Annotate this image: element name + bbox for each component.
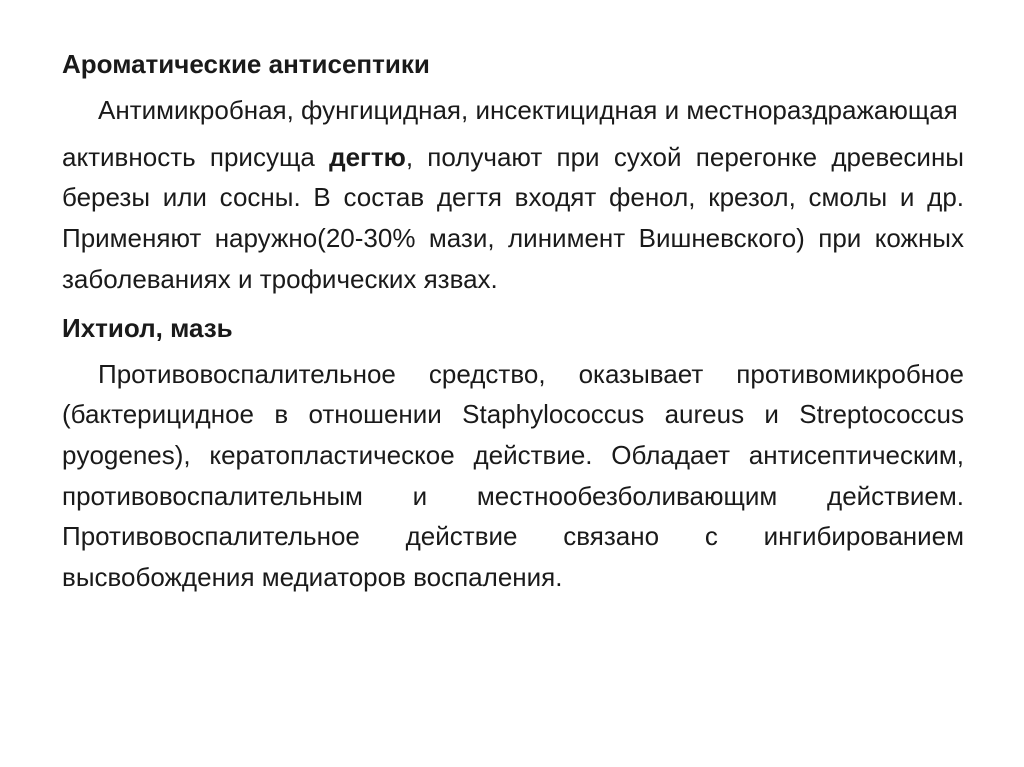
tar-text-after: , получают при сухой перегонке древесины березы или сосны. В состав дегтя входят фенол, крезол, смолы и др. Применяют наружно(20-30% мази, линимент Вишневского) при кожных заболеваниях и трофических язвах. [62, 141, 964, 294]
slide-content [62, 44, 964, 598]
section-heading-ichthyol: Ихтиол, мазь [62, 312, 233, 343]
intro-paragraph: Антимикробная, фунгицидная, инсектицидная и местнораздражающая [98, 95, 958, 125]
section-heading-aromatic-antiseptics: Ароматические антисептики [62, 49, 430, 79]
ichthyol-paragraph: Противовоспалительное средство, оказывает противомикробное (бактерицидное в отношении Staphylococcus aureus и Streptococcus pyogenes), кератопластическое действие. Обладает антисептическим, противовоспалительным и местнообезболивающим действием. Противовоспалительное действие связано с ингибированием высвобождения медиаторов воспаления. [62, 358, 964, 593]
tar-keyword: дегтю [329, 141, 406, 172]
tar-text-before: активность присуща [62, 141, 330, 172]
tar-paragraph [62, 137, 964, 300]
